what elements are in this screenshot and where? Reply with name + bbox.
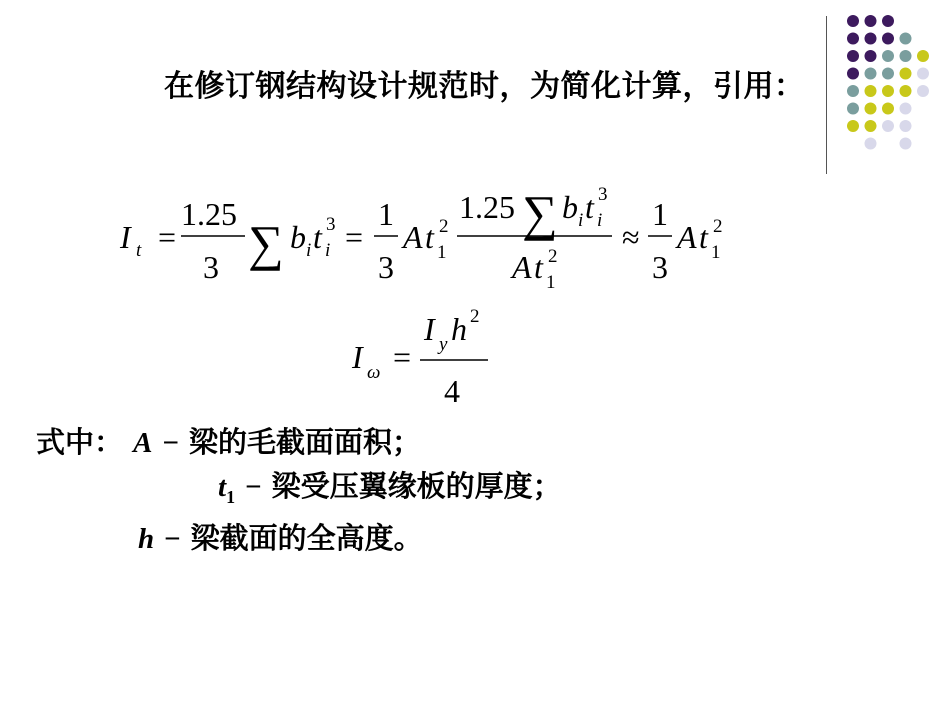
decor-dot	[865, 68, 877, 80]
t-symbol-3: t	[585, 189, 594, 225]
t-subscript-2: 1	[437, 242, 447, 263]
iw-subscript: ω	[367, 362, 381, 383]
coef-numerator-3: 1	[652, 196, 668, 232]
legend-row-thickness	[218, 464, 562, 508]
decor-dot	[917, 68, 929, 80]
equals-sign-3: =	[393, 339, 412, 375]
decor-dot	[882, 85, 894, 97]
it-subscript: t	[136, 240, 142, 261]
summation-sign-1: ∑	[248, 215, 284, 271]
decor-dot	[865, 103, 877, 115]
legend-symbol-h: h	[138, 523, 155, 555]
iw-denominator: 4	[444, 373, 460, 409]
decor-dot	[847, 15, 859, 27]
intro-paragraph: 在修订钢结构设计规范时，为简化计算，引用：	[164, 69, 805, 104]
formula-block	[0, 170, 950, 420]
coef-numerator-1: 1.25	[181, 196, 237, 232]
big-numerator-coef: 1.25	[459, 189, 515, 225]
t-subscript-5: 1	[711, 242, 721, 263]
legend-symbol-a: A	[133, 427, 153, 459]
it-symbol: I	[120, 219, 131, 255]
decor-dot	[865, 50, 877, 62]
h-exponent: 2	[470, 306, 480, 327]
t-symbol-2: t	[425, 219, 434, 255]
b-subscript-2: i	[578, 210, 584, 231]
formula-torsion-moment	[119, 184, 723, 293]
t-symbol-4: t	[534, 249, 543, 285]
decor-dot	[865, 120, 877, 132]
formula-warping-moment	[351, 306, 488, 409]
decor-dot	[917, 50, 929, 62]
decor-dot	[847, 68, 859, 80]
decor-dot	[900, 50, 912, 62]
decor-dot	[865, 33, 877, 45]
coef-denominator-2: 3	[378, 249, 394, 285]
a-symbol-2: A	[512, 249, 532, 285]
legend-dash: −	[164, 523, 181, 555]
coef-denominator-3: 3	[652, 249, 668, 285]
equals-sign-2: =	[345, 219, 364, 255]
decor-dot	[847, 103, 859, 115]
t-exponent-4: 2	[548, 246, 558, 267]
t-exponent-1: 3	[326, 214, 336, 235]
coef-numerator-2: 1	[378, 196, 394, 232]
t-subscript-1: i	[325, 240, 331, 261]
decor-dot	[882, 120, 894, 132]
equals-sign-1: =	[158, 219, 177, 255]
t-subscript-4: 1	[546, 272, 556, 293]
legend-row-area	[36, 420, 421, 461]
t-exponent-2: 2	[439, 216, 449, 237]
b-symbol-1: b	[290, 219, 306, 255]
legend-desc-height: 梁截面的全高度。	[190, 521, 423, 555]
decor-dot	[865, 15, 877, 27]
legend-symbol-t-subscript: 1	[226, 487, 236, 507]
decor-dot	[847, 50, 859, 62]
decor-dot	[847, 33, 859, 45]
decor-dot	[882, 33, 894, 45]
h-symbol: h	[451, 311, 467, 347]
iy-symbol: I	[424, 311, 435, 347]
t-exponent-5: 2	[713, 216, 723, 237]
decor-dot	[900, 68, 912, 80]
t-subscript-3: i	[597, 210, 603, 231]
approx-sign: ≈	[622, 219, 640, 255]
summation-sign-2: ∑	[522, 185, 558, 241]
decor-dot	[847, 120, 859, 132]
decor-dot	[917, 85, 929, 97]
decor-dot	[882, 50, 894, 62]
legend-dash: −	[162, 427, 179, 459]
decor-dot	[900, 138, 912, 150]
legend-lead: 式中：	[36, 425, 124, 459]
decor-dot	[882, 103, 894, 115]
legend-row-height	[138, 516, 423, 557]
a-symbol-1: A	[403, 219, 423, 255]
decor-dot	[900, 120, 912, 132]
legend-desc-thickness: 梁受压翼缘板的厚度；	[271, 469, 562, 503]
decor-dot	[865, 85, 877, 97]
t-symbol-1: t	[313, 219, 322, 255]
coef-denominator-1: 3	[203, 249, 219, 285]
decor-dot	[847, 85, 859, 97]
decor-dot	[900, 85, 912, 97]
b-symbol-2: b	[562, 189, 578, 225]
decor-dot	[900, 103, 912, 115]
legend-desc-area: 梁的毛截面面积；	[189, 425, 422, 459]
t-exponent-3: 3	[598, 184, 608, 205]
legend-dash: −	[245, 471, 262, 503]
decor-dot	[900, 33, 912, 45]
legend-symbol-t: t	[218, 471, 227, 503]
divider-line	[826, 16, 827, 174]
decor-dot	[865, 138, 877, 150]
iy-subscript: y	[439, 334, 448, 355]
b-subscript-1: i	[306, 240, 312, 261]
iw-symbol: I	[352, 339, 363, 375]
decor-dot	[882, 68, 894, 80]
decor-dot	[882, 15, 894, 27]
t-symbol-5: t	[699, 219, 708, 255]
a-symbol-3: A	[677, 219, 697, 255]
